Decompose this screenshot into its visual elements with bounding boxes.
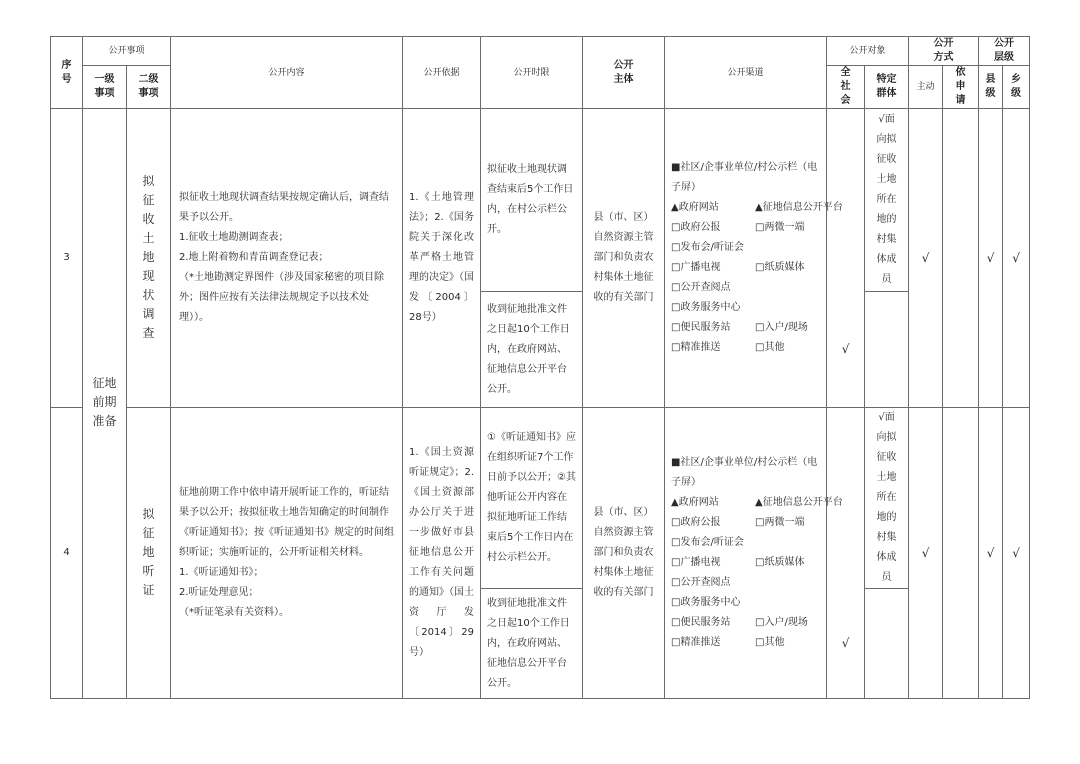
row-target-specific-empty	[865, 589, 909, 699]
row-time-a: 拟征收土地现状调查结束后5个工作日内，在村公示栏公开。	[481, 109, 583, 292]
row-time-b: 收到征地批准文件之日起10个工作日内，在政府网站、征地信息公开平台公开。	[481, 589, 583, 699]
header-level-county: 县级	[979, 66, 1003, 109]
row-county: √	[979, 109, 1003, 408]
header-target-specific: 特定群体	[865, 66, 909, 109]
header-matter-group: 公开事项	[83, 37, 171, 66]
row-basis: 1.《土地管理法》；2.《国务院关于深化改革严格土地管理的决定》（国发〔2004〕28号）	[403, 109, 481, 408]
row-target-all: √	[827, 292, 865, 408]
row-active: √	[909, 408, 943, 699]
row-level2: 拟征收土地现状调查	[127, 109, 171, 408]
row-county: √	[979, 408, 1003, 699]
row-apply	[943, 109, 979, 408]
row-target-all: √	[827, 589, 865, 699]
row-seq: 4	[51, 408, 83, 699]
header-level1: 一级事项	[83, 66, 127, 109]
row-subject: 县（市、区）自然资源主管部门和负责农村集体土地征收的有关部门	[583, 408, 665, 699]
row-township: √	[1003, 109, 1030, 408]
row-time-a: ①《听证通知书》应在组织听证7个工作日前予以公开；②其他听证公开内容在拟征地听证工作结束后5个工作日内在村公示栏公开。	[481, 408, 583, 589]
row-channel: ■社区/企事业单位/村公示栏（电子屏） ▲政府网站 ▲征地信息公开平台 □政府公报 □两微一端 □发布会/听证会 □广播电视 □纸质媒体 □公开查阅点 □政务服务中心 □便民服务站 □入户/现场 □精准推送 □其他	[665, 408, 827, 699]
header-seq: 序号	[51, 37, 83, 109]
row-basis: 1.《国土资源听证规定》；2.《国土资源部办公厅关于进一步做好市县征地信息公开工作有关问题的通知》（国土资厅发〔2014〕29号）	[403, 408, 481, 699]
row-target-specific: √面向拟征收土地所在地的村集体成员	[865, 408, 909, 589]
header-target-all: 全社会	[827, 66, 865, 109]
row-apply	[943, 408, 979, 699]
header-method-active: 主动	[909, 66, 943, 109]
row-level2: 拟征地听证	[127, 408, 171, 699]
row-target-specific: √面向拟征收土地所在地的村集体成员	[865, 109, 909, 292]
header-content: 公开内容	[171, 37, 403, 109]
row-time-b: 收到征地批准文件之日起10个工作日内，在政府网站、征地信息公开平台公开。	[481, 292, 583, 408]
level1-text: 征地前期准备	[92, 376, 117, 428]
table-row	[51, 109, 1030, 292]
disclosure-table	[50, 36, 1030, 699]
header-method-apply: 依申请	[943, 66, 979, 109]
row-target-specific-empty	[865, 292, 909, 408]
header-level2: 二级事项	[127, 66, 171, 109]
row-township: √	[1003, 408, 1030, 699]
header-target-group: 公开对象	[827, 37, 909, 66]
row-subject: 县（市、区）自然资源主管部门和负责农村集体土地征收的有关部门	[583, 109, 665, 408]
header-channel: 公开渠道	[665, 37, 827, 109]
row-content: 拟征收土地现状调查结果按规定确认后，调查结果予以公开。 1.征收土地勘测调查表； 2.地上附着物和青苗调查登记表； （*土地勘测定界图件（涉及国家秘密的项目除外；图件应按有关法律法规规定予以技术处理））。	[171, 109, 403, 408]
header-level-group: 公开层级	[979, 37, 1030, 66]
row-seq: 3	[51, 109, 83, 408]
header-method-group: 公开方式	[909, 37, 979, 66]
header-subject: 公开主体	[583, 37, 665, 109]
table-row	[51, 408, 1030, 589]
header-level-township: 乡级	[1003, 66, 1030, 109]
row-target-all-top	[827, 109, 865, 292]
row-active: √	[909, 109, 943, 408]
level1-cell	[83, 109, 127, 699]
header-basis: 公开依据	[403, 37, 481, 109]
row-content: 征地前期工作中依申请开展听证工作的，听证结果予以公开；按拟征收土地告知确定的时间制作《听证通知书》；按《听证通知书》规定的时间组织听证；实施听证的，公开听证相关材料。 1.《听证通知书》； 2.听证处理意见； （*听证笔录有关资料）。	[171, 408, 403, 699]
header-time-limit: 公开时限	[481, 37, 583, 109]
row-channel: ■社区/企事业单位/村公示栏（电子屏） ▲政府网站 ▲征地信息公开平台 □政府公报 □两微一端 □发布会/听证会 □广播电视 □纸质媒体 □公开查阅点 □政务服务中心 □便民服务站 □入户/现场 □精准推送 □其他	[665, 109, 827, 408]
